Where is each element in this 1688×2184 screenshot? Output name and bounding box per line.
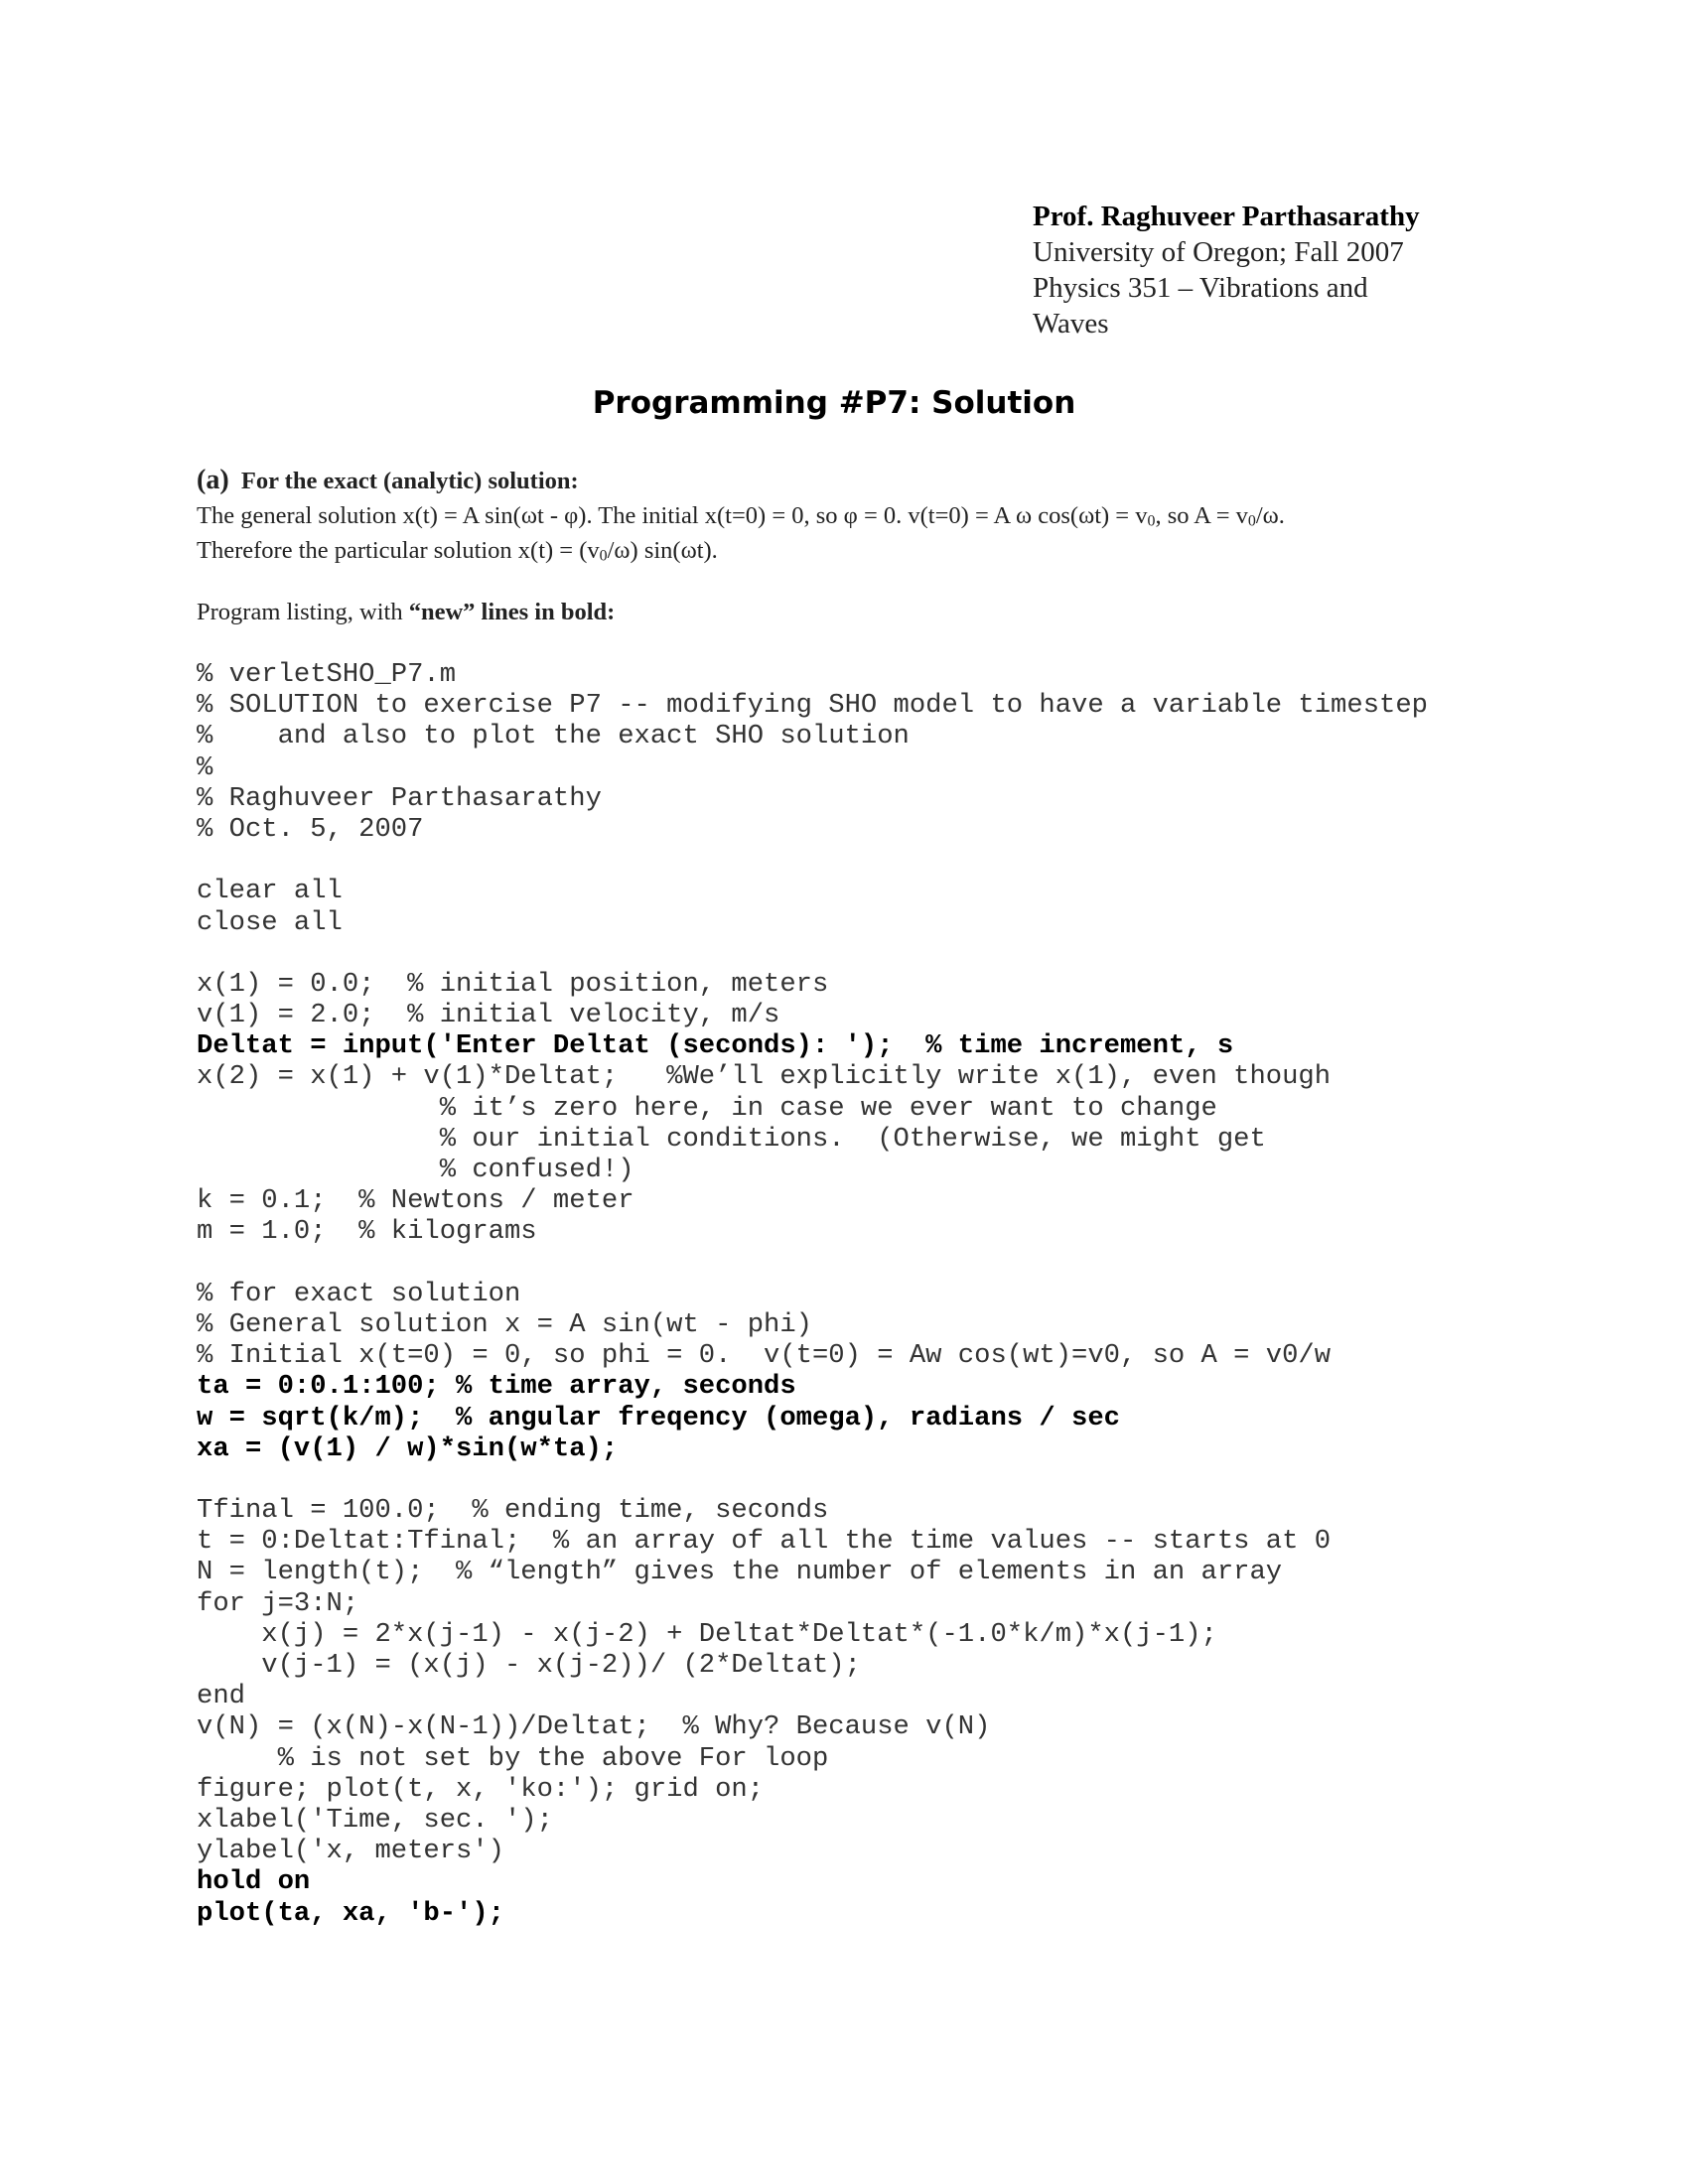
section-title: For the exact (analytic) solution: <box>240 468 579 494</box>
course-line-1: Physics 351 – Vibrations and <box>1033 272 1368 304</box>
section-label: (a) <box>197 465 229 495</box>
code-line: % is not set by the above For loop <box>197 1742 829 1774</box>
code-line <box>197 938 1428 969</box>
code-line: clear all <box>197 876 343 907</box>
author-name: Prof. Raghuveer Parthasarathy <box>1033 201 1420 232</box>
affiliation: University of Oregon; Fall 2007 <box>1033 236 1404 268</box>
code-line: close all <box>197 906 343 938</box>
code-line: hold on <box>197 1866 311 1898</box>
code-line: v(1) = 2.0; % initial velocity, m/s <box>197 1000 780 1031</box>
text-run: /ω. <box>1255 502 1285 529</box>
code-line: x(j) = 2*x(j-1) - x(j-2) + Deltat*Deltat*(-1.0*k/m)*x(j-1); <box>197 1618 1217 1650</box>
code-line: N = length(t); % “length” gives the number of elements in an array <box>197 1557 1283 1588</box>
general-solution-text <box>197 502 1285 530</box>
code-line: ta = 0:0.1:100; % time array, seconds <box>197 1371 796 1403</box>
code-line: plot(ta, xa, 'b-'); <box>197 1897 504 1929</box>
text-run: /ω) sin(ωt). <box>607 537 718 564</box>
section-heading <box>197 465 579 496</box>
code-line: w = sqrt(k/m); % angular freqency (omega), radians / sec <box>197 1402 1120 1433</box>
particular-solution-text <box>197 537 718 565</box>
code-line: % Raghuveer Parthasarathy <box>197 782 602 814</box>
code-line <box>197 1464 1428 1495</box>
code-line <box>197 1248 1428 1279</box>
code-line: t = 0:Deltat:Tfinal; % an array of all the time values -- starts at 0 <box>197 1526 1332 1558</box>
code-line: x(2) = x(1) + v(1)*Deltat; %We’ll explicitly write x(1), even though <box>197 1061 1332 1093</box>
code-line: % General solution x = A sin(wt - phi) <box>197 1308 812 1340</box>
text-run: , so A = v <box>1155 502 1248 529</box>
course-line-2: Waves <box>1033 308 1109 340</box>
subscript: 0 <box>599 547 608 565</box>
text-run-bold: “new” lines in bold: <box>408 599 616 625</box>
code-line: figure; plot(t, x, 'ko:'); grid on; <box>197 1773 765 1805</box>
code-listing <box>197 659 1428 1929</box>
text-run: Therefore the particular solution x(t) = (v <box>197 537 600 564</box>
code-line: % <box>197 751 213 783</box>
code-line: % for exact solution <box>197 1278 521 1309</box>
listing-intro <box>197 599 615 626</box>
code-line: end <box>197 1681 245 1712</box>
code-line: Deltat = input('Enter Deltat (seconds): '); % time increment, s <box>197 1030 1234 1062</box>
subscript: 0 <box>1147 512 1156 530</box>
code-line: Tfinal = 100.0; % ending time, seconds <box>197 1495 829 1527</box>
code-line: % confused!) <box>197 1155 634 1185</box>
text-run: The general solution x(t) = A sin(ωt - φ). The initial x(t=0) = 0, so φ = 0. v(t=0) = A ω cos(ωt) = v <box>197 502 1148 529</box>
code-line: for j=3:N; <box>197 1587 359 1619</box>
code-line <box>197 845 1428 876</box>
code-line: % our initial conditions. (Otherwise, we might get <box>197 1123 1266 1155</box>
header-block <box>1033 199 1420 341</box>
code-line: % it’s zero here, in case we ever want to change <box>197 1092 1217 1124</box>
code-line: % verletSHO_P7.m <box>197 659 457 690</box>
code-line: ylabel('x, meters') <box>197 1836 504 1867</box>
code-line: xa = (v(1) / w)*sin(w*ta); <box>197 1433 619 1464</box>
code-line: % SOLUTION to exercise P7 -- modifying SHO model to have a variable timestep <box>197 690 1428 722</box>
text-run: Program listing, with <box>197 599 409 625</box>
code-line: % Initial x(t=0) = 0, so phi = 0. v(t=0) = Aw cos(wt)=v0, so A = v0/w <box>197 1340 1332 1372</box>
code-line: % and also to plot the exact SHO solution <box>197 721 910 752</box>
subscript: 0 <box>1247 512 1256 530</box>
code-line: m = 1.0; % kilograms <box>197 1216 537 1248</box>
code-line: v(N) = (x(N)-x(N-1))/Deltat; % Why? Because v(N) <box>197 1711 991 1743</box>
code-line: xlabel('Time, sec. '); <box>197 1804 553 1836</box>
code-line: k = 0.1; % Newtons / meter <box>197 1185 634 1217</box>
code-line: v(j-1) = (x(j) - x(j-2))/ (2*Deltat); <box>197 1650 861 1681</box>
code-line: % Oct. 5, 2007 <box>197 813 424 845</box>
page-title: Programming #P7: Solution <box>592 385 1076 421</box>
code-line: x(1) = 0.0; % initial position, meters <box>197 968 829 1000</box>
